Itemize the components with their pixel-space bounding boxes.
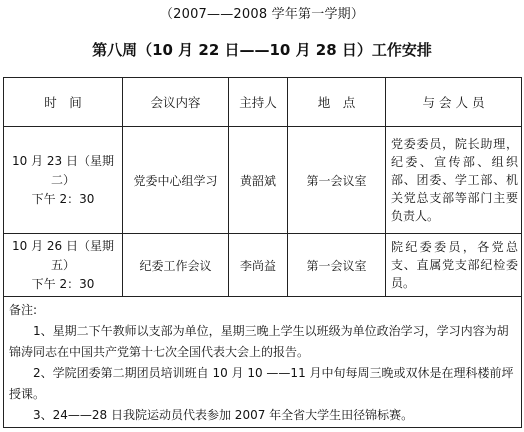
notes-row: [4, 297, 522, 428]
row-content: 党委中心组学习: [123, 127, 229, 234]
row-hour: 下午 2：30: [31, 276, 95, 291]
header-content: 会议内容: [123, 78, 229, 127]
row-host: 黄韶斌: [229, 127, 288, 234]
row-attendees: 院纪委委员，各党总支、直属党支部纪检委员。: [386, 234, 522, 297]
row-time-cell: [4, 127, 123, 234]
header-time: 时 间: [4, 78, 123, 127]
row-date: 10 月 23 日（星期二）: [12, 153, 114, 187]
header-attendees: 与 会 人 员: [386, 78, 522, 127]
row-content: 纪委工作会议: [123, 234, 229, 297]
table-row: [4, 234, 522, 297]
semester-label: （2007——2008 学年第一学期）: [159, 7, 365, 22]
row-place: 第一会议室: [288, 127, 386, 234]
header-place: 地 点: [288, 78, 386, 127]
page-title: 第八周（10 月 22 日——10 月 28 日）工作安排: [92, 41, 432, 59]
schedule-table: [3, 77, 522, 428]
note-item: 1、星期二下午教师以支部为单位，星期三晚上学生以班级为单位政治学习，学习内容为胡锦涛同志在中国共产党第十七次全国代表大会上的报告。: [9, 324, 509, 359]
row-attendees: 党委委员，院长助理，纪委、宣传部、组织部、团委、学工部、机关党总支部等部门主要负责人。: [386, 127, 522, 234]
row-time-cell: [4, 234, 123, 297]
notes-label: 备注:: [9, 303, 38, 317]
row-place: 第一会议室: [288, 234, 386, 297]
row-host: 李尚益: [229, 234, 288, 297]
note-item: 2、学院团委第二期团员培训班自 10 月 10 ——11 月中旬每周三晚或双休是在理科楼前坪授课。: [9, 366, 514, 401]
table-header-row: [4, 78, 522, 127]
notes-cell: [4, 297, 522, 428]
table-row: [4, 127, 522, 234]
note-item: 3、24——28 日我院运动员代表参加 2007 年全省大学生田径锦标赛。: [33, 408, 414, 422]
row-date: 10 月 26 日（星期五）: [12, 238, 114, 272]
header-host: 主持人: [229, 78, 288, 127]
row-hour: 下午 2：30: [31, 191, 95, 206]
